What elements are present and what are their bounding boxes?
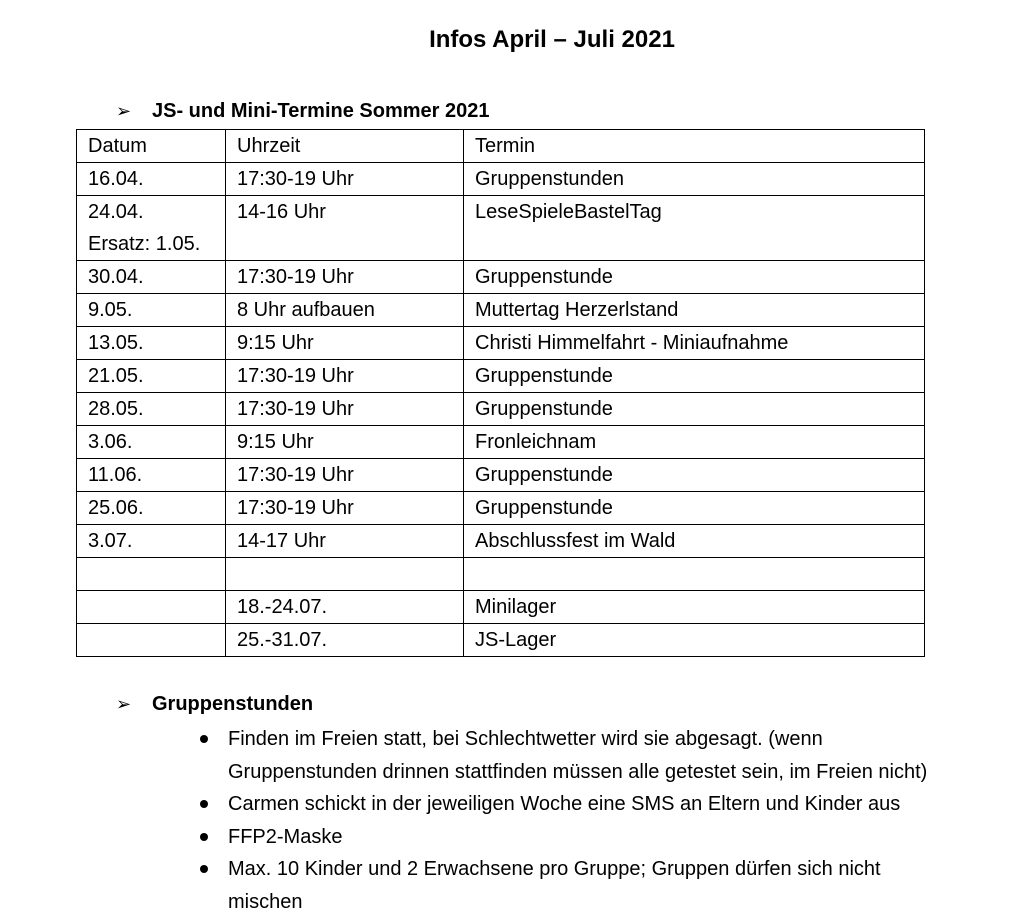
datum-text: 3.07. (88, 525, 214, 557)
list-item-text: Max. 10 Kinder und 2 Erwachsene pro Gruppe; Gruppen dürfen sich nicht (228, 853, 1016, 886)
cell-termin: Gruppenstunde (464, 492, 925, 525)
cell-datum (77, 459, 226, 492)
table-row (77, 492, 925, 525)
cell-datum (77, 163, 226, 196)
cell-uhrzeit: 17:30-19 Uhr (226, 360, 464, 393)
cell-uhrzeit: 17:30-19 Uhr (226, 459, 464, 492)
table-row (77, 624, 925, 657)
section-heading-termine (116, 98, 490, 124)
list-item-text-continued: Gruppenstunden drinnen stattfinden müssen alle getestet sein, im Freien nicht) (228, 756, 1016, 789)
header-termin: Termin (464, 130, 925, 163)
cell-termin: Gruppenstunde (464, 459, 925, 492)
table-header-row (77, 130, 925, 163)
datum-text: 30.04. (88, 261, 214, 293)
arrow-bullet-icon: ➢ (116, 98, 152, 124)
table-row (77, 294, 925, 327)
cell-datum (77, 591, 226, 624)
datum-text: 11.06. (88, 459, 214, 491)
table-row (77, 459, 925, 492)
bullet-dot-icon (200, 735, 208, 743)
cell-datum (77, 492, 226, 525)
cell-uhrzeit: 17:30-19 Uhr (226, 393, 464, 426)
table-row (77, 163, 925, 196)
cell-datum (77, 294, 226, 327)
cell-datum (77, 426, 226, 459)
arrow-bullet-icon: ➢ (116, 691, 152, 717)
cell-uhrzeit: 17:30-19 Uhr (226, 261, 464, 294)
datum-text: 16.04. (88, 163, 214, 195)
cell-datum (77, 196, 226, 261)
bullet-dot-icon (200, 800, 208, 808)
header-uhrzeit: Uhrzeit (226, 130, 464, 163)
cell-uhrzeit (226, 558, 464, 591)
table-row (77, 327, 925, 360)
table-row (77, 426, 925, 459)
cell-termin: Gruppenstunde (464, 261, 925, 294)
datum-text: 13.05. (88, 327, 214, 359)
table-row (77, 591, 925, 624)
datum-text: 25.06. (88, 492, 214, 524)
cell-uhrzeit: 18.-24.07. (226, 591, 464, 624)
cell-datum (77, 624, 226, 657)
cell-uhrzeit: 9:15 Uhr (226, 327, 464, 360)
gruppenstunden-list (196, 723, 1016, 918)
datum-text: 3.06. (88, 426, 214, 458)
cell-uhrzeit: 14-17 Uhr (226, 525, 464, 558)
page-title: Infos April – Juli 2021 (0, 24, 1024, 56)
list-item (196, 788, 1016, 821)
datum-text: 28.05. (88, 393, 214, 425)
datum-text (88, 558, 214, 590)
cell-termin: Minilager (464, 591, 925, 624)
cell-uhrzeit: 8 Uhr aufbauen (226, 294, 464, 327)
list-item-text: Finden im Freien statt, bei Schlechtwetter wird sie abgesagt. (wenn (228, 723, 1016, 756)
table-row (77, 558, 925, 591)
cell-termin (464, 558, 925, 591)
table-row (77, 360, 925, 393)
section-heading-label: Gruppenstunden (152, 691, 313, 717)
table-row (77, 196, 925, 261)
header-datum: Datum (77, 130, 226, 163)
cell-uhrzeit: 14-16 Uhr (226, 196, 464, 261)
datum-text: 24.04. (88, 196, 214, 228)
cell-uhrzeit: 25.-31.07. (226, 624, 464, 657)
section-heading-gruppenstunden (116, 691, 313, 717)
list-item (196, 723, 1016, 788)
datum-text: 21.05. (88, 360, 214, 392)
cell-uhrzeit: 17:30-19 Uhr (226, 492, 464, 525)
list-item (196, 853, 1016, 918)
datum-ersatz-text: Ersatz: 1.05. (88, 228, 214, 260)
datum-text (88, 591, 214, 623)
cell-termin: Christi Himmelfahrt - Miniaufnahme (464, 327, 925, 360)
cell-datum (77, 360, 226, 393)
cell-datum (77, 393, 226, 426)
table-row (77, 525, 925, 558)
list-item-text-continued: mischen (228, 886, 1016, 918)
cell-datum (77, 261, 226, 294)
cell-datum (77, 327, 226, 360)
datum-text (88, 624, 214, 656)
bullet-dot-icon (200, 865, 208, 873)
datum-text: 9.05. (88, 294, 214, 326)
cell-termin: Fronleichnam (464, 426, 925, 459)
list-item-text: Carmen schickt in der jeweiligen Woche eine SMS an Eltern und Kinder aus (228, 788, 1016, 821)
cell-termin: Gruppenstunden (464, 163, 925, 196)
table-row (77, 393, 925, 426)
termine-table (76, 129, 925, 657)
cell-termin: Gruppenstunde (464, 393, 925, 426)
cell-datum (77, 558, 226, 591)
cell-datum (77, 525, 226, 558)
bullet-dot-icon (200, 833, 208, 841)
cell-uhrzeit: 17:30-19 Uhr (226, 163, 464, 196)
cell-uhrzeit: 9:15 Uhr (226, 426, 464, 459)
table-row (77, 261, 925, 294)
list-item (196, 821, 1016, 854)
cell-termin: Muttertag Herzerlstand (464, 294, 925, 327)
section-heading-label: JS- und Mini-Termine Sommer 2021 (152, 98, 490, 124)
cell-termin: JS-Lager (464, 624, 925, 657)
cell-termin: Abschlussfest im Wald (464, 525, 925, 558)
cell-termin: Gruppenstunde (464, 360, 925, 393)
cell-termin: LeseSpieleBastelTag (464, 196, 925, 261)
list-item-text: FFP2-Maske (228, 821, 1016, 854)
